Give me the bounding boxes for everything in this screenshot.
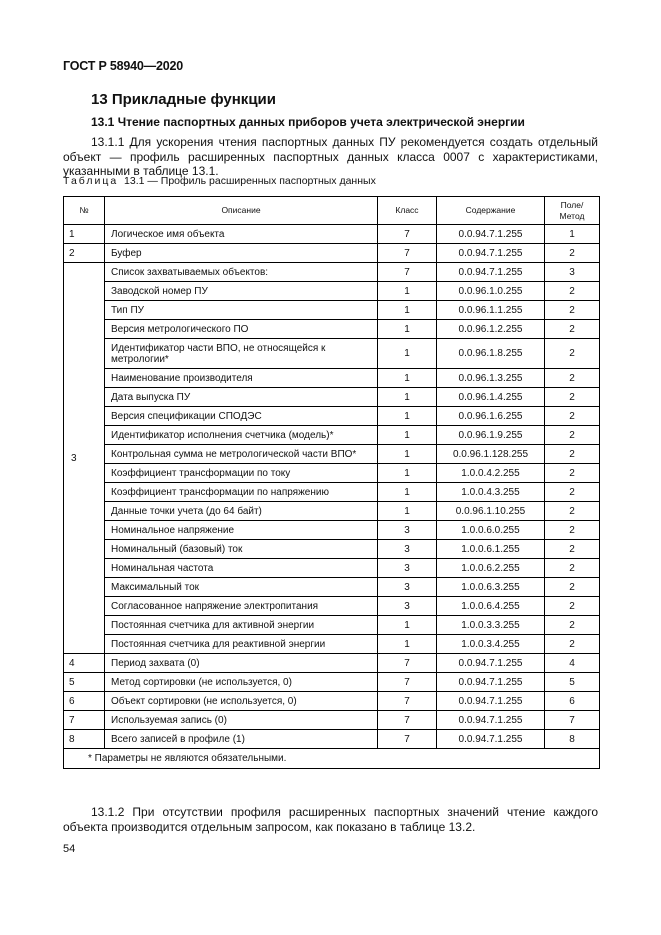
cell-class: 1 xyxy=(378,426,437,445)
cell-field-method: 2 xyxy=(545,540,600,559)
col-header-content: Содержание xyxy=(437,197,545,225)
cell-content: 0.0.94.7.1.255 xyxy=(437,244,545,263)
cell-field-method: 1 xyxy=(545,225,600,244)
col-header-class: Класс xyxy=(378,197,437,225)
col-header-no: № xyxy=(64,197,105,225)
table-header-row xyxy=(64,197,600,225)
cell-description: Наименование производителя xyxy=(105,369,378,388)
cell-description: Всего записей в профиле (1) xyxy=(105,730,378,749)
cell-description: Тип ПУ xyxy=(105,301,378,320)
cell-description: Версия спецификации СПОДЭС xyxy=(105,407,378,426)
cell-field-method: 2 xyxy=(545,282,600,301)
cell-class: 3 xyxy=(378,521,437,540)
cell-content: 0.0.94.7.1.255 xyxy=(437,654,545,673)
cell-description: Коэффициент трансформации по напряжению xyxy=(105,483,378,502)
table-row xyxy=(64,559,600,578)
cell-class: 7 xyxy=(378,263,437,282)
cell-content: 1.0.0.3.4.255 xyxy=(437,635,545,654)
cell-field-method: 2 xyxy=(545,578,600,597)
cell-description: Метод сортировки (не используется, 0) xyxy=(105,673,378,692)
cell-description: Коэффициент трансформации по току xyxy=(105,464,378,483)
cell-field-method: 2 xyxy=(545,597,600,616)
cell-no: 7 xyxy=(64,711,105,730)
cell-description: Версия метрологического ПО xyxy=(105,320,378,339)
cell-content: 0.0.96.1.10.255 xyxy=(437,502,545,521)
cell-content: 0.0.96.1.1.255 xyxy=(437,301,545,320)
table-row xyxy=(64,673,600,692)
cell-description: Заводской номер ПУ xyxy=(105,282,378,301)
cell-field-method: 2 xyxy=(545,369,600,388)
cell-description: Контрольная сумма не метрологической части ВПО* xyxy=(105,445,378,464)
cell-description: Список захватываемых объектов: xyxy=(105,263,378,282)
cell-content: 1.0.0.6.3.255 xyxy=(437,578,545,597)
cell-description: Номинальный (базовый) ток xyxy=(105,540,378,559)
cell-class: 7 xyxy=(378,692,437,711)
cell-content: 0.0.96.1.9.255 xyxy=(437,426,545,445)
cell-content: 1.0.0.3.3.255 xyxy=(437,616,545,635)
table-caption xyxy=(63,175,376,187)
cell-field-method: 5 xyxy=(545,673,600,692)
cell-content: 1.0.0.6.2.255 xyxy=(437,559,545,578)
cell-field-method: 2 xyxy=(545,320,600,339)
cell-class: 1 xyxy=(378,339,437,369)
cell-content: 0.0.94.7.1.255 xyxy=(437,730,545,749)
cell-description: Номинальная частота xyxy=(105,559,378,578)
cell-class: 1 xyxy=(378,320,437,339)
cell-class: 1 xyxy=(378,388,437,407)
table-row xyxy=(64,426,600,445)
cell-content: 1.0.0.6.4.255 xyxy=(437,597,545,616)
cell-field-method: 2 xyxy=(545,616,600,635)
table-row xyxy=(64,320,600,339)
cell-field-method: 7 xyxy=(545,711,600,730)
cell-content: 0.0.96.1.128.255 xyxy=(437,445,545,464)
cell-description: Данные точки учета (до 64 байт) xyxy=(105,502,378,521)
cell-content: 0.0.94.7.1.255 xyxy=(437,692,545,711)
cell-field-method: 2 xyxy=(545,244,600,263)
cell-class: 7 xyxy=(378,244,437,263)
cell-content: 1.0.0.4.2.255 xyxy=(437,464,545,483)
table-row xyxy=(64,244,600,263)
cell-field-method: 2 xyxy=(545,559,600,578)
col-header-description: Описание xyxy=(105,197,378,225)
cell-description: Идентификатор исполнения счетчика (модель)* xyxy=(105,426,378,445)
cell-content: 0.0.96.1.2.255 xyxy=(437,320,545,339)
cell-class: 7 xyxy=(378,711,437,730)
cell-class: 1 xyxy=(378,616,437,635)
table-row xyxy=(64,540,600,559)
table-row xyxy=(64,616,600,635)
table-row xyxy=(64,464,600,483)
cell-no: 8 xyxy=(64,730,105,749)
cell-content: 0.0.94.7.1.255 xyxy=(437,263,545,282)
cell-content: 0.0.94.7.1.255 xyxy=(437,225,545,244)
table-row xyxy=(64,369,600,388)
cell-description: Буфер xyxy=(105,244,378,263)
cell-class: 1 xyxy=(378,369,437,388)
table-footnote-row xyxy=(64,749,600,769)
cell-field-method: 4 xyxy=(545,654,600,673)
cell-class: 7 xyxy=(378,225,437,244)
cell-content: 1.0.0.4.3.255 xyxy=(437,483,545,502)
paragraph-13-1-1: 13.1.1 Для ускорения чтения паспортных данных ПУ рекомендуется создать отдельный объект — профиль расширенных паспортных данных класса 0007 с характеристиками, указанными в таблице 13.1. xyxy=(63,135,598,178)
col-header-field-method: Поле/ Метод xyxy=(545,197,600,225)
cell-class: 1 xyxy=(378,635,437,654)
cell-field-method: 6 xyxy=(545,692,600,711)
cell-no: 2 xyxy=(64,244,105,263)
cell-description: Объект сортировки (не используется, 0) xyxy=(105,692,378,711)
table-footnote: * Параметры не являются обязательными. xyxy=(64,749,600,769)
document-id: ГОСТ Р 58940—2020 xyxy=(63,59,183,73)
cell-description: Номинальное напряжение xyxy=(105,521,378,540)
cell-class: 3 xyxy=(378,559,437,578)
table-row xyxy=(64,654,600,673)
cell-description: Максимальный ток xyxy=(105,578,378,597)
cell-content: 0.0.94.7.1.255 xyxy=(437,673,545,692)
cell-no: 1 xyxy=(64,225,105,244)
table-row xyxy=(64,445,600,464)
passport-profile-table xyxy=(63,196,600,769)
cell-class: 1 xyxy=(378,445,437,464)
cell-content: 1.0.0.6.0.255 xyxy=(437,521,545,540)
cell-content: 0.0.96.1.6.255 xyxy=(437,407,545,426)
cell-description: Логическое имя объекта xyxy=(105,225,378,244)
cell-field-method: 2 xyxy=(545,407,600,426)
section-title: 13 Прикладные функции xyxy=(91,91,276,108)
paragraph-13-1-2: 13.1.2 При отсутствии профиля расширенных паспортных значений чтение каждого объекта производится отдельным запросом, как показано в таблице 13.2. xyxy=(63,805,598,834)
table-row xyxy=(64,502,600,521)
table-row xyxy=(64,597,600,616)
table-row xyxy=(64,483,600,502)
cell-field-method: 2 xyxy=(545,301,600,320)
cell-class: 7 xyxy=(378,654,437,673)
cell-class: 1 xyxy=(378,301,437,320)
cell-no: 5 xyxy=(64,673,105,692)
table-row xyxy=(64,301,600,320)
cell-field-method: 2 xyxy=(545,521,600,540)
caption-text: 13.1 — Профиль расширенных паспортных данных xyxy=(124,175,376,187)
cell-description: Используемая запись (0) xyxy=(105,711,378,730)
cell-class: 1 xyxy=(378,464,437,483)
cell-field-method: 2 xyxy=(545,635,600,654)
cell-class: 3 xyxy=(378,597,437,616)
cell-no-group: 3 xyxy=(64,263,105,654)
cell-content: 0.0.96.1.0.255 xyxy=(437,282,545,301)
cell-description: Постоянная счетчика для активной энергии xyxy=(105,616,378,635)
table-row xyxy=(64,711,600,730)
cell-field-method: 2 xyxy=(545,445,600,464)
cell-field-method: 2 xyxy=(545,464,600,483)
cell-no: 6 xyxy=(64,692,105,711)
cell-field-method: 2 xyxy=(545,426,600,445)
table-row xyxy=(64,521,600,540)
cell-description: Период захвата (0) xyxy=(105,654,378,673)
table-row xyxy=(64,282,600,301)
cell-description: Идентификатор части ВПО, не относящейся к метрологии* xyxy=(105,339,378,369)
caption-label: Таблица xyxy=(63,175,119,187)
cell-description: Постоянная счетчика для реактивной энергии xyxy=(105,635,378,654)
cell-class: 1 xyxy=(378,407,437,426)
cell-class: 3 xyxy=(378,540,437,559)
cell-field-method: 8 xyxy=(545,730,600,749)
table-row xyxy=(64,263,600,282)
cell-content: 0.0.96.1.8.255 xyxy=(437,339,545,369)
cell-content: 0.0.96.1.3.255 xyxy=(437,369,545,388)
cell-class: 1 xyxy=(378,282,437,301)
table-row xyxy=(64,388,600,407)
table-row xyxy=(64,730,600,749)
table-row xyxy=(64,692,600,711)
subsection-title: 13.1 Чтение паспортных данных приборов учета электрической энергии xyxy=(91,115,525,129)
cell-field-method: 3 xyxy=(545,263,600,282)
cell-class: 1 xyxy=(378,502,437,521)
table-row xyxy=(64,339,600,369)
cell-field-method: 2 xyxy=(545,388,600,407)
cell-content: 0.0.94.7.1.255 xyxy=(437,711,545,730)
cell-class: 3 xyxy=(378,578,437,597)
cell-no: 4 xyxy=(64,654,105,673)
page-number: 54 xyxy=(63,843,76,855)
table-row xyxy=(64,578,600,597)
cell-field-method: 2 xyxy=(545,483,600,502)
cell-field-method: 2 xyxy=(545,502,600,521)
cell-description: Согласованное напряжение электропитания xyxy=(105,597,378,616)
cell-content: 0.0.96.1.4.255 xyxy=(437,388,545,407)
table-row xyxy=(64,407,600,426)
cell-class: 1 xyxy=(378,483,437,502)
table-row xyxy=(64,635,600,654)
cell-class: 7 xyxy=(378,730,437,749)
cell-field-method: 2 xyxy=(545,339,600,369)
cell-description: Дата выпуска ПУ xyxy=(105,388,378,407)
cell-class: 7 xyxy=(378,673,437,692)
cell-content: 1.0.0.6.1.255 xyxy=(437,540,545,559)
table-row xyxy=(64,225,600,244)
